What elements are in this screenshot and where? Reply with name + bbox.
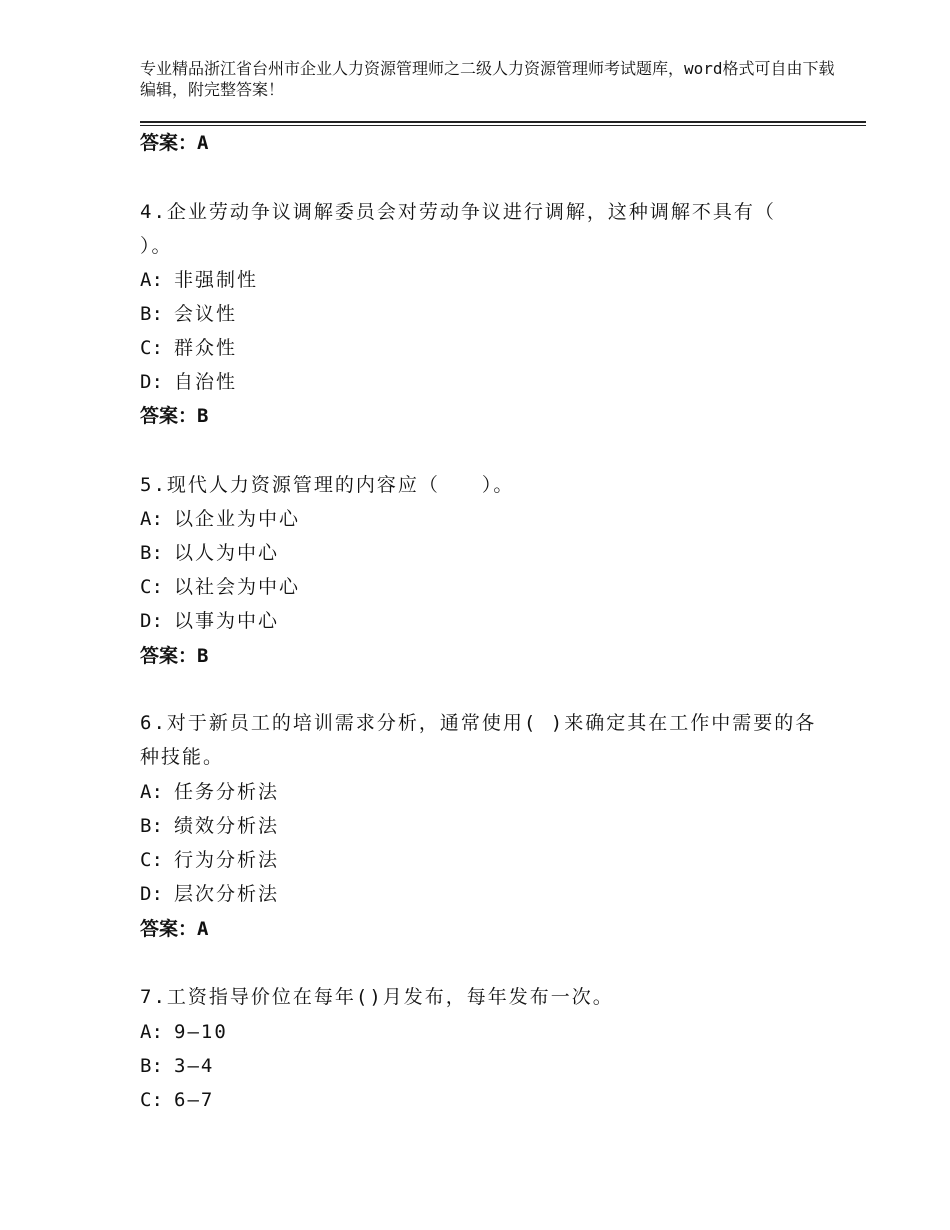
question-6-option-a: [140, 778, 279, 806]
question-6-stem: 6.对于新员工的培训需求分析，通常使用( )来确定其在工作中需要的各种技能。: [140, 712, 817, 768]
option-text: 自治性: [174, 371, 238, 393]
option-key: C:: [140, 1089, 163, 1111]
option-text: 以社会为中心: [174, 576, 301, 598]
question-4-option-d: [140, 368, 237, 396]
option-key: A:: [140, 508, 163, 530]
option-text: 以企业为中心: [174, 508, 301, 530]
question-4-option-a: [140, 266, 258, 294]
question-5-option-d: [140, 607, 279, 635]
option-key: D:: [140, 610, 163, 632]
option-text: 3—4: [174, 1055, 215, 1077]
option-key: C:: [140, 849, 163, 871]
question-7-option-a: [140, 1018, 228, 1046]
answer-q6: 答案：A: [140, 918, 209, 940]
option-key: B:: [140, 542, 163, 564]
question-6-option-b: [140, 812, 279, 840]
option-text: 群众性: [174, 337, 238, 359]
option-key: C:: [140, 576, 163, 598]
option-text: 6—7: [174, 1089, 215, 1111]
question-5-option-c: [140, 573, 300, 601]
question-5-stem: 5.现代人力资源管理的内容应（ ）。: [140, 474, 515, 496]
question-5-option-b: [140, 539, 279, 567]
option-text: 9—10: [174, 1021, 228, 1043]
option-key: B:: [140, 815, 163, 837]
option-key: B:: [140, 1055, 163, 1077]
question-7-option-c: [140, 1086, 214, 1114]
question-4-option-b: [140, 300, 237, 328]
answer-q5: 答案：B: [140, 645, 209, 667]
option-text: 绩效分析法: [174, 815, 280, 837]
option-text: 以事为中心: [174, 610, 280, 632]
option-key: D:: [140, 371, 163, 393]
option-text: 以人为中心: [174, 542, 280, 564]
option-text: 非强制性: [174, 269, 259, 291]
header-divider: [140, 121, 866, 126]
question-4-option-c: [140, 334, 237, 362]
option-key: A:: [140, 1021, 163, 1043]
question-7-option-b: [140, 1052, 214, 1080]
answer-q4: 答案：B: [140, 405, 209, 427]
option-key: D:: [140, 883, 163, 905]
question-6-option-d: [140, 880, 279, 908]
option-text: 层次分析法: [174, 883, 280, 905]
option-key: C:: [140, 337, 163, 359]
answer-q3: 答案：A: [140, 132, 209, 154]
option-text: 任务分析法: [174, 781, 280, 803]
option-text: 会议性: [174, 303, 238, 325]
question-6-option-c: [140, 846, 279, 874]
question-7-stem: 7.工资指导价位在每年()月发布，每年发布一次。: [140, 986, 614, 1008]
question-4-stem: 4.企业劳动争议调解委员会对劳动争议进行调解，这种调解不具有（ ）。: [140, 201, 776, 257]
option-key: B:: [140, 303, 163, 325]
option-key: A:: [140, 269, 163, 291]
question-5-option-a: [140, 505, 300, 533]
document-header: 专业精品浙江省台州市企业人力资源管理师之二级人力资源管理师考试题库，word格式可自由下载编辑，附完整答案！: [140, 59, 835, 99]
option-text: 行为分析法: [174, 849, 280, 871]
option-key: A:: [140, 781, 163, 803]
